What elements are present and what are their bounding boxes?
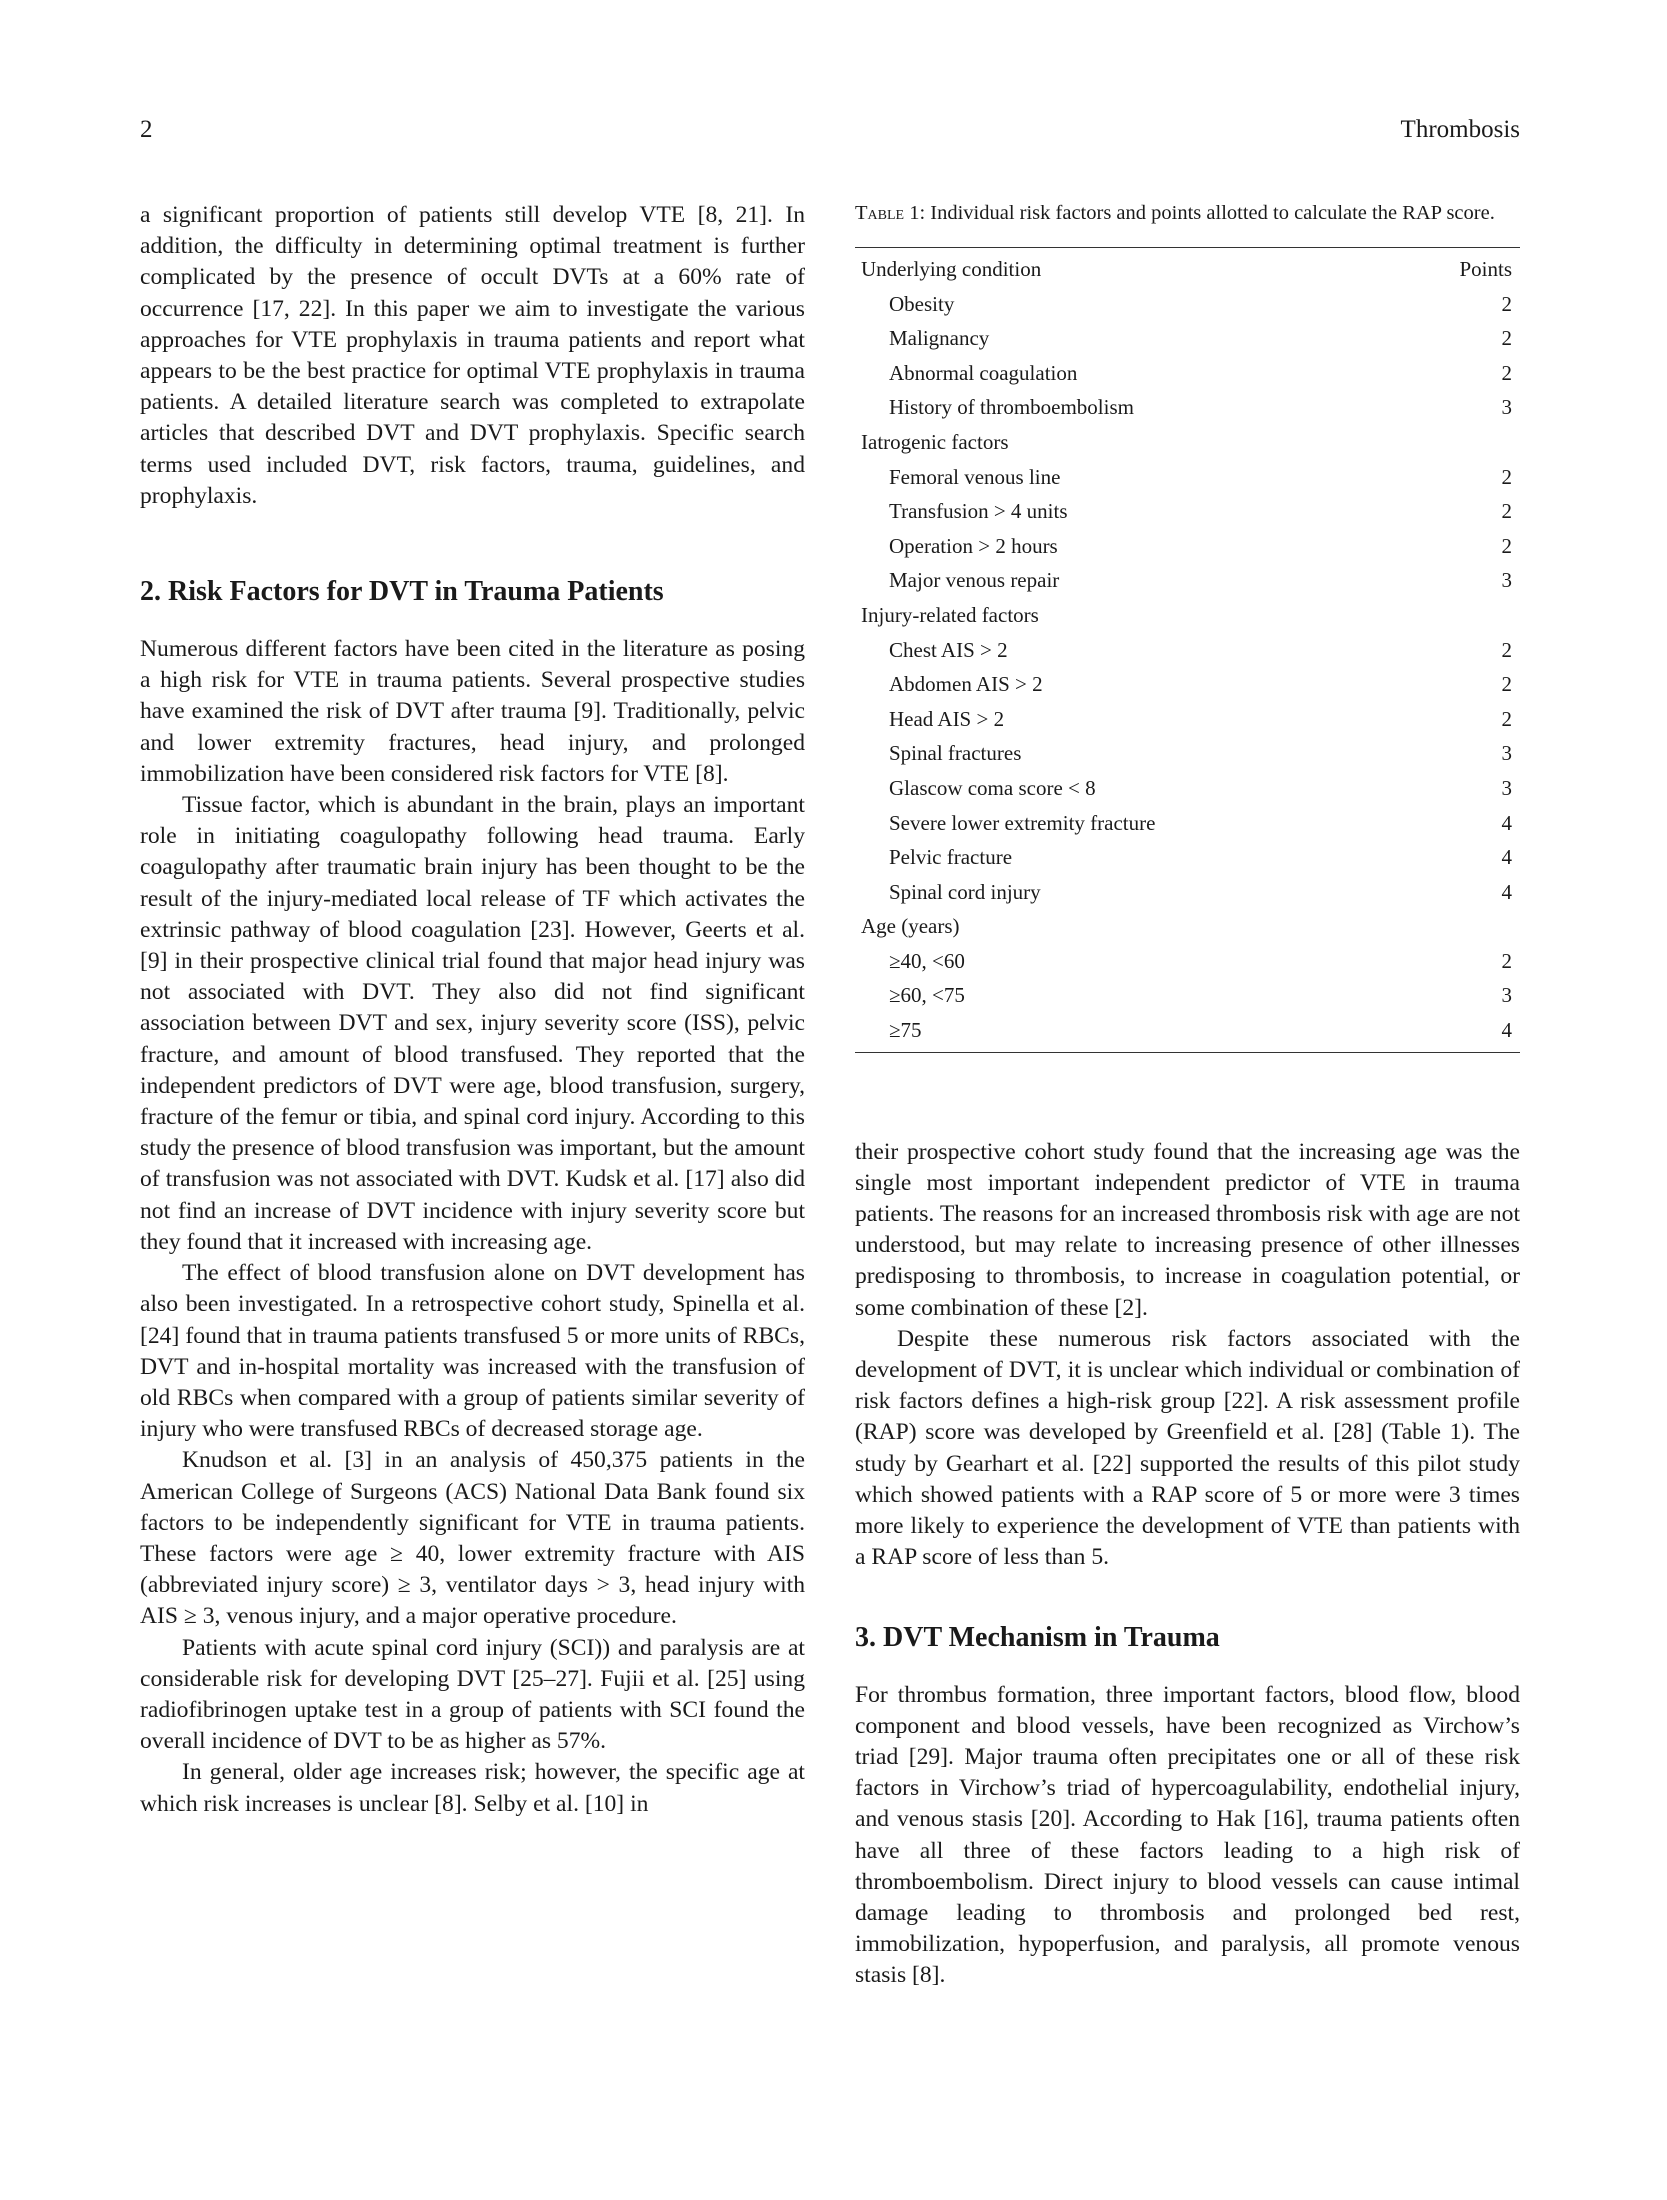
table-row-points: 2 bbox=[1501, 533, 1512, 558]
table-row bbox=[855, 944, 1520, 979]
table-row-label: Iatrogenic factors bbox=[861, 429, 1009, 454]
right-paragraph-1: their prospective cohort study found that the increasing age was the single most important independent predictor of VTE in trauma patients. The reasons for an increased thrombosis risk with age are not understood, but may relate to increasing presence of other illnesses predisposing to thrombosis, to increase in coagulation potential, or some combination of these [2]. bbox=[855, 1138, 1520, 1321]
table-row-points bbox=[1432, 425, 1520, 460]
left-column bbox=[140, 200, 805, 1820]
table-row-points bbox=[1432, 909, 1520, 944]
table-row bbox=[855, 875, 1520, 910]
table-row bbox=[855, 390, 1520, 425]
table-row-label: Pelvic fracture bbox=[889, 845, 1013, 870]
table-row bbox=[855, 806, 1520, 841]
table-caption-label: Table 1 bbox=[855, 202, 920, 224]
page-number: 2 bbox=[140, 116, 153, 143]
table-row-points: 4 bbox=[1501, 1018, 1512, 1043]
table-row-points: 3 bbox=[1501, 775, 1512, 800]
table-row bbox=[855, 529, 1520, 564]
table-row-label: Femoral venous line bbox=[889, 464, 1061, 489]
table-row-label: Abnormal coagulation bbox=[889, 360, 1078, 385]
table-row-points: 3 bbox=[1501, 741, 1512, 766]
table-row-label: Malignancy bbox=[889, 326, 990, 351]
table-category-row bbox=[855, 909, 1520, 944]
table-row-label: Injury-related factors bbox=[861, 602, 1039, 627]
section-2-paragraph-6: In general, older age increases risk; however, the specific age at which risk increases is unclear [8]. Selby et al. [10] in bbox=[140, 1759, 805, 1817]
table-row bbox=[855, 1013, 1520, 1052]
right-column bbox=[855, 200, 1520, 1992]
table-row-points: 4 bbox=[1501, 879, 1512, 904]
right-paragraph-2: Despite these numerous risk factors associated with the development of DVT, it is unclear which individual or combination of risk factors defines a high-risk group [22]. A risk assessment profile (RAP) score was developed by Greenfield et al. [28] (Table 1). The study by Gearhart et al. [22] supported the results of this pilot study which showed patients with a RAP score of 5 or more were 3 times more likely to experience the development of VTE than patients with a RAP score of less than 5. bbox=[855, 1325, 1520, 1571]
rap-score-table bbox=[855, 247, 1520, 1053]
table-row-label: History of thromboembolism bbox=[889, 395, 1134, 420]
table-row bbox=[855, 736, 1520, 771]
table-row bbox=[855, 494, 1520, 529]
table-row bbox=[855, 667, 1520, 702]
table-row bbox=[855, 978, 1520, 1013]
table-row-label: Chest AIS > 2 bbox=[889, 637, 1008, 662]
table-row-label: Major venous repair bbox=[889, 568, 1060, 593]
table-row bbox=[855, 287, 1520, 322]
table-row bbox=[855, 633, 1520, 668]
table-header-points: Points bbox=[1459, 257, 1512, 281]
table-row-label: Abdomen AIS > 2 bbox=[889, 672, 1043, 697]
table-row-points: 2 bbox=[1501, 326, 1512, 351]
table-row bbox=[855, 702, 1520, 737]
table-row-points: 2 bbox=[1501, 706, 1512, 731]
table-header-condition: Underlying condition bbox=[861, 257, 1042, 281]
section-2-paragraph-2: Tissue factor, which is abundant in the brain, plays an important role in initiating coagulopathy following head trauma. Early coagulopathy after traumatic brain injury has been thought to be the result of the injury-mediated local release of TF which activates the extrinsic pathway of blood coagulation [23]. However, Geerts et al. [9] in their prospective clinical trial found that major head injury was not associated with DVT. They also did not find significant association between DVT and sex, injury severity score (ISS), pelvic fracture, and amount of blood transfused. They reported that the independent predictors of DVT were age, blood transfusion, surgery, fracture of the femur or tibia, and spinal cord injury. According to this study the presence of blood transfusion was important, but the amount of transfusion was not associated with DVT. Kudsk et al. [17] also did not find an increase of DVT incidence with injury severity score but they found that it increased with increasing age. bbox=[140, 792, 805, 1255]
table-row-points: 2 bbox=[1501, 948, 1512, 973]
table-row-label: Age (years) bbox=[861, 914, 960, 939]
table-row-label: Spinal cord injury bbox=[889, 879, 1041, 904]
table-row-points: 2 bbox=[1501, 291, 1512, 316]
section-3-heading: 3. DVT Mechanism in Trauma bbox=[855, 1621, 1220, 1653]
section-3-paragraph-1: For thrombus formation, three important factors, blood flow, blood component and blood vessels, have been recognized as Virchow’s triad [29]. Major trauma often precipitates one or all of these risk factors in Virchow’s triad of hypercoagulability, endothelial injury, and venous stasis [20]. According to Hak [16], trauma patients often have all three of these factors leading to a high risk of thromboembolism. Direct injury to blood vessels can cause intimal damage leading to thrombosis and prolonged bed rest, immobilization, hypoperfusion, and paralysis, all promote venous stasis [8]. bbox=[855, 1681, 1520, 1989]
table-row-label: Transfusion > 4 units bbox=[889, 499, 1068, 524]
table-row bbox=[855, 356, 1520, 391]
table-row bbox=[855, 321, 1520, 356]
section-2-heading: 2. Risk Factors for DVT in Trauma Patients bbox=[140, 576, 664, 608]
table-row-label: Obesity bbox=[889, 291, 955, 316]
table-row-points: 2 bbox=[1501, 499, 1512, 524]
table-category-row bbox=[855, 598, 1520, 633]
table-row bbox=[855, 840, 1520, 875]
table-row-label: ≥75 bbox=[889, 1018, 922, 1043]
journal-name: Thrombosis bbox=[1400, 116, 1520, 143]
page-header bbox=[140, 116, 1520, 156]
table-row-points: 3 bbox=[1501, 568, 1512, 593]
table-row-points: 2 bbox=[1501, 360, 1512, 385]
table-row-points: 2 bbox=[1501, 464, 1512, 489]
table-row-label: Head AIS > 2 bbox=[889, 706, 1005, 731]
table-row-label: Severe lower extremity fracture bbox=[889, 810, 1156, 835]
table-row-label: Glascow coma score < 8 bbox=[889, 775, 1096, 800]
table-caption-text: : Individual risk factors and points allotted to calculate the RAP score. bbox=[919, 202, 1495, 224]
table-row-points: 2 bbox=[1501, 672, 1512, 697]
section-2-paragraph-4: Knudson et al. [3] in an analysis of 450,375 patients in the American College of Surgeons (ACS) National Data Bank found six factors to be independently significant for VTE in trauma patients. These factors were age ≥ 40, lower extremity fracture with AIS (abbreviated injury score) ≥ 3, ventilator days > 3, head injury with AIS ≥ 3, venous injury, and a major operative procedure. bbox=[140, 1447, 805, 1630]
table-row-points: 3 bbox=[1501, 395, 1512, 420]
section-2-paragraph-3: The effect of blood transfusion alone on DVT development has also been investigated. In a retrospective cohort study, Spinella et al. [24] found that in trauma patients transfused 5 or more units of RBCs, DVT and in-hospital mortality was increased with the transfusion of old RBCs when compared with a group of patients similar severity of injury who were transfused RBCs of decreased storage age. bbox=[140, 1260, 805, 1443]
table-row-label: Spinal fractures bbox=[889, 741, 1022, 766]
table-header-row bbox=[855, 248, 1520, 287]
table-row bbox=[855, 563, 1520, 598]
section-2-paragraph-1: Numerous different factors have been cited in the literature as posing a high risk for VTE in trauma patients. Several prospective studies have examined the risk of DVT after trauma [9]. Traditionally, pelvic and lower extremity fractures, head injury, and prolonged immobilization have been considered risk factors for VTE [8]. bbox=[140, 636, 805, 787]
table-row-label: Operation > 2 hours bbox=[889, 533, 1058, 558]
table-row-label: ≥40, <60 bbox=[889, 948, 965, 973]
table-row-points: 4 bbox=[1501, 845, 1512, 870]
table-row-points: 2 bbox=[1501, 637, 1512, 662]
table-category-row bbox=[855, 425, 1520, 460]
table-row-points: 4 bbox=[1501, 810, 1512, 835]
table-row-label: ≥60, <75 bbox=[889, 983, 965, 1008]
table-row-points: 3 bbox=[1501, 983, 1512, 1008]
table-row bbox=[855, 771, 1520, 806]
section-2-paragraph-5: Patients with acute spinal cord injury (SCI)) and paralysis are at considerable risk for developing DVT [25–27]. Fujii et al. [25] using radiofibrinogen uptake test in a group of patients with SCI found the overall incidence of DVT to be as higher as 57%. bbox=[140, 1634, 805, 1755]
intro-paragraph: a significant proportion of patients still develop VTE [8, 21]. In addition, the difficulty in determining optimal treatment is further complicated by the presence of occult DVTs at a 60% rate of occurrence [17, 22]. In this paper we aim to investigate the various approaches for VTE prophylaxis in trauma patients and report what appears to be the best practice for optimal VTE prophylaxis in trauma patients. A detailed literature search was completed to extrapolate articles that described DVT and DVT prophylaxis. Specific search terms used included DVT, risk factors, trauma, guidelines, and prophylaxis. bbox=[140, 202, 805, 509]
table-row-points bbox=[1432, 598, 1520, 633]
table-row bbox=[855, 460, 1520, 495]
table-caption bbox=[855, 200, 1520, 227]
